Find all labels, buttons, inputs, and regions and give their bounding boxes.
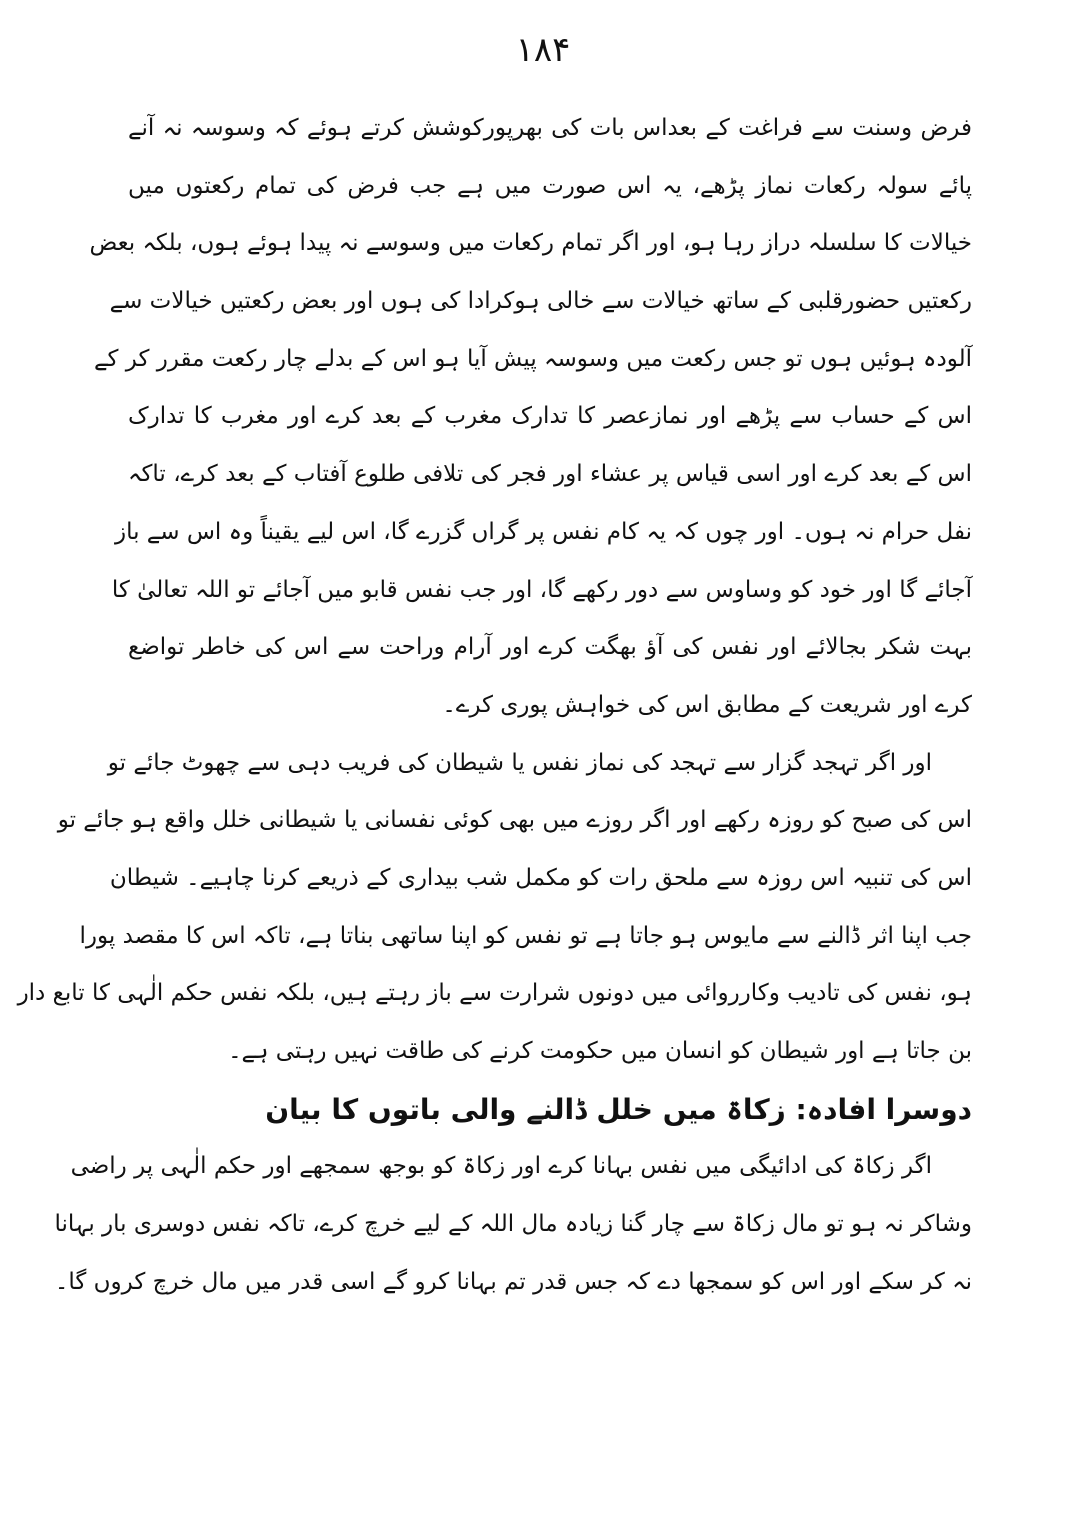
text-line: جب اپنا اثر ڈالنے سے مایوس ہو جاتا ہے تو نفس کو اپنا ساتھی بناتا ہے، تاکہ اس کا مقصد پورا	[79, 922, 972, 949]
text-line: رکعتیں حضورقلبی کے ساتھ خیالات سے خالی ہوکرادا کی ہوں اور بعض رکعتیں خیالات سے	[109, 288, 972, 315]
page-number: ۱۸۴	[515, 30, 571, 70]
text-line: اس کے بعد کرے اور اسی قیاس پر عشاء اور فجر کی تلافی طلوع آفتاب کے بعد کرے، تاکہ	[128, 461, 972, 488]
text-line: فرض وسنت سے فراغت کے بعداس بات کی بھرپورکوشش کرتے ہوئے کہ وسوسہ نہ آنے	[128, 115, 972, 141]
text-line: اور اگر تہجد گزار سے تہجد کی نماز نفس یا شیطان کی فریب دہی سے چھوٹ جائے تو	[107, 749, 932, 776]
paragraph-1	[89, 100, 972, 735]
text-line: وشاکر نہ ہو تو مال زکاۃ سے چار گنا زیادہ مال اللہ کے لیے خرچ کرے، تاکہ نفس دوسری بار بہانا	[54, 1211, 972, 1238]
text-line: اس کے حساب سے پڑھے اور نمازعصر کا تدارک مغرب کے بعد کرے اور مغرب کا تدارک	[128, 403, 972, 430]
text-line: اگر زکاۃ کی ادائیگی میں نفس بہانا کرے اور زکاۃ کو بوجھ سمجھے اور حکم الٰہی پر راضی	[70, 1153, 932, 1180]
paragraph-2	[17, 735, 972, 1081]
text-line: ہو، نفس کی تادیب وکارروائی میں دونوں شرارت سے باز رہتے ہیں، بلکہ نفس حکم الٰہی کا تابع دار	[17, 980, 972, 1007]
paragraph-3	[54, 1138, 972, 1311]
page-body	[17, 100, 972, 1311]
text-line: آجائے گا اور خود کو وساوس سے دور رکھے گا، اور جب نفس قابو میں آجائے تو اللہ تعالیٰ کا	[111, 576, 972, 603]
text-line: خیالات کا سلسلہ دراز رہا ہو، اور اگر تمام رکعات میں وسوسے نہ پیدا ہوئے ہوں، بلکہ بعض	[89, 230, 972, 257]
text-line: نفل حرام نہ ہوں۔ اور چوں کہ یہ کام نفس پر گراں گزرے گا، اس لیے یقیناً وہ اس سے باز	[114, 518, 972, 545]
text-line: نہ کر سکے اور اس کو سمجھا دے کہ جس قدر تم بہانا کرو گے اسی قدر میں مال خرچ کروں گا۔	[54, 1268, 972, 1295]
text-line: بن جاتا ہے اور شیطان کو انسان میں حکومت کرنے کی طاقت نہیں رہتی ہے۔	[228, 1038, 972, 1064]
text-line: کرے اور شریعت کے مطابق اس کی خواہش پوری کرے۔	[442, 691, 972, 718]
text-line: آلودہ ہوئیں ہوں تو جس رکعت میں وسوسہ پیش آیا ہو اس کے بدلے چار رکعت مقرر کر کے	[94, 345, 972, 372]
section-heading: دوسرا افادہ: زکاۃ میں خلل ڈالنے والی باتوں کا بیان	[265, 1092, 972, 1126]
text-line: بہت شکر بجالائے اور نفس کی آؤ بھگت کرے اور آرام وراحت سے اس کی خاطر تواضع	[128, 634, 972, 661]
text-line: اس کی تنبیہ اس روزہ سے ملحق رات کو مکمل شب بیداری کے ذریعے کرنا چاہیے۔ شیطان	[109, 864, 972, 891]
text-line: اس کی صبح کو روزہ رکھے اور اگر روزے میں بھی کوئی نفسانی یا شیطانی خلل واقع ہو جائے تو	[57, 807, 972, 834]
text-line: پائے سولہ رکعات نماز پڑھے، یہ اس صورت میں ہے جب فرض کی تمام رکعتوں میں	[128, 172, 972, 199]
